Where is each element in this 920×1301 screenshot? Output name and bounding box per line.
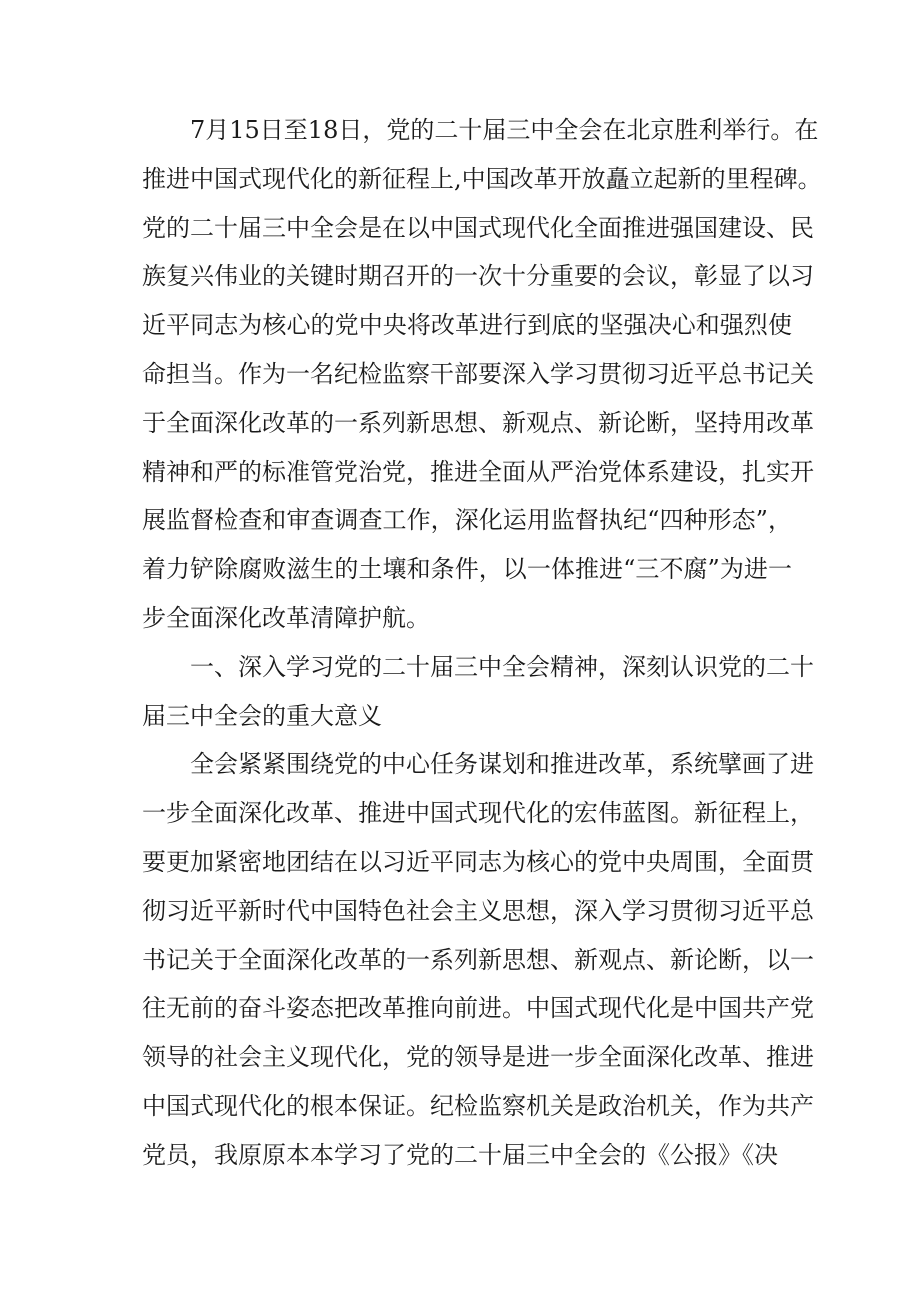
- text-line: 一步全面深化改革、推进中国式现代化的宏伟蓝图。新征程上，: [142, 799, 814, 828]
- text-line: 着力铲除腐败滋生的土壤和条件，以一体推进“三不腐”为进一: [142, 555, 792, 584]
- intro-paragraph: [142, 106, 822, 643]
- text-line: 精神和严的标准管党治党，推进全面从严治党体系建设，扎实开: [142, 457, 814, 486]
- text-line: 7月15日至18日，党的二十届三中全会在北京胜利举行。在: [190, 116, 819, 144]
- text-line: 全会紧紧围绕党的中心任务谋划和推进改革，系统擘画了进: [190, 750, 814, 779]
- text-line: 中国式现代化的根本保证。纪检监察机关是政治机关，作为共产: [142, 1091, 814, 1120]
- document-body: [142, 106, 822, 1180]
- text-line: 近平同志为核心的党中央将改革进行到底的坚强决心和强烈使: [142, 311, 792, 340]
- text-line: 推进中国式现代化的新征程上,中国改革开放矗立起新的里程碑。: [142, 164, 822, 193]
- text-line: 党员，我原原本本学习了党的二十届三中全会的《公报》《决: [142, 1140, 778, 1169]
- text-line: 党的二十届三中全会是在以中国式现代化全面推进强国建设、民: [142, 213, 814, 242]
- heading-line: 一、深入学习党的二十届三中全会精神，深刻认识党的二十: [190, 652, 814, 681]
- text-line: 领导的社会主义现代化，党的领导是进一步全面深化改革、推进: [142, 1043, 814, 1072]
- text-line: 往无前的奋斗姿态把改革推向前进。中国式现代化是中国共产党: [142, 994, 814, 1023]
- body-paragraph: [142, 740, 814, 1179]
- text-line: 于全面深化改革的一系列新思想、新观点、新论断，坚持用改革: [142, 408, 814, 437]
- heading-line: 届三中全会的重大意义: [142, 701, 382, 730]
- text-line: 命担当。作为一名纪检监察干部要深入学习贯彻习近平总书记关: [142, 359, 814, 388]
- text-line: 书记关于全面深化改革的一系列新思想、新观点、新论断，以一: [142, 945, 814, 974]
- section-heading: [142, 643, 814, 741]
- text-line: 步全面深化改革清障护航。: [142, 603, 430, 632]
- text-line: 要更加紧密地团结在以习近平同志为核心的党中央周围，全面贯: [142, 847, 814, 876]
- text-line: 彻习近平新时代中国特色社会主义思想，深入学习贯彻习近平总: [142, 896, 814, 925]
- text-line: 族复兴伟业的关键时期召开的一次十分重要的会议，彰显了以习: [142, 262, 814, 291]
- text-line: 展监督检查和审查调查工作，深化运用监督执纪“四种形态”，: [142, 506, 792, 535]
